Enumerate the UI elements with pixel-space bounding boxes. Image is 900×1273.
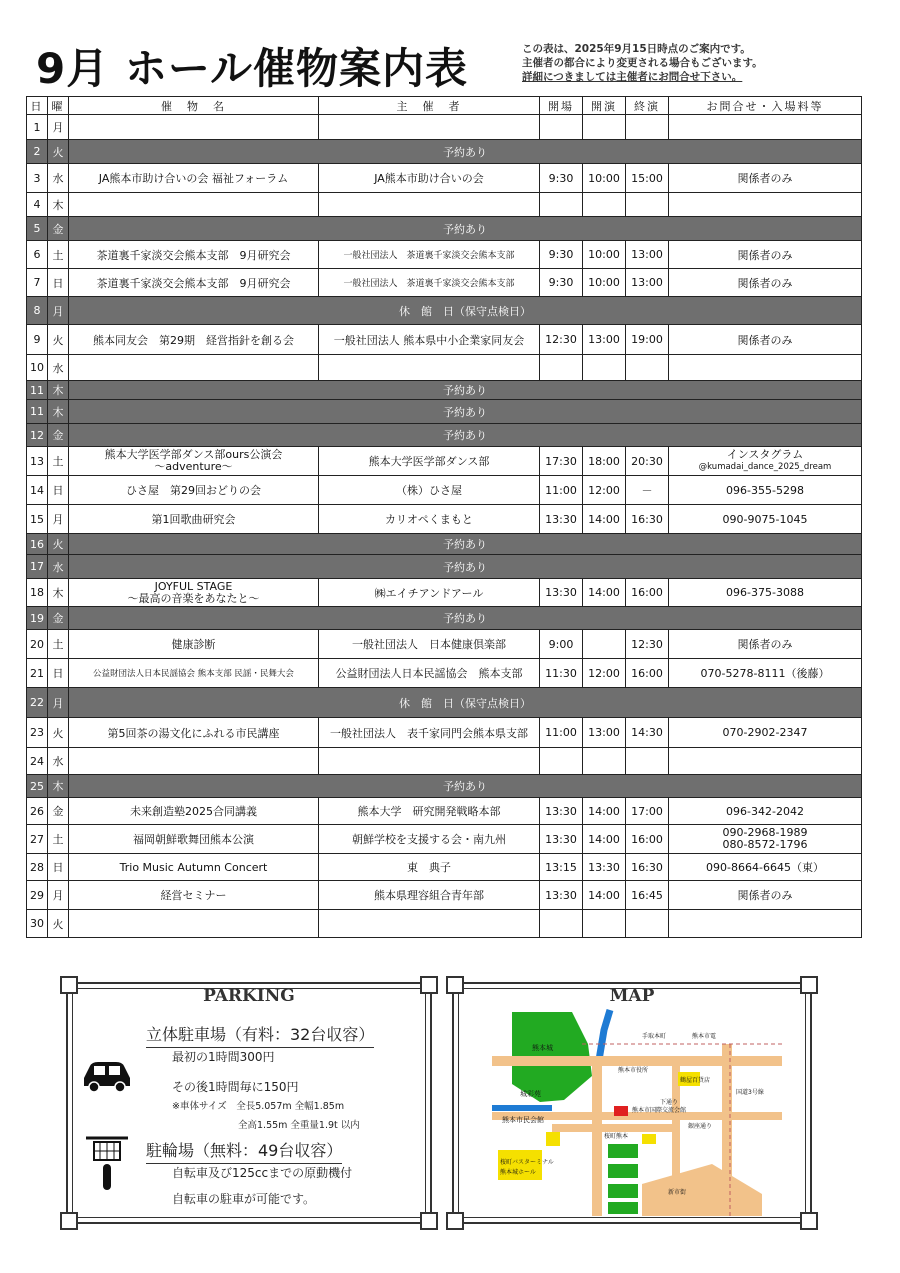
cell-open [540, 193, 583, 217]
cell-contact [669, 910, 862, 938]
event-line: JOYFUL STAGE [154, 579, 233, 593]
area-map [492, 1004, 782, 1216]
cell-start: 14:00 [583, 505, 626, 534]
map-label: 熊本城ホール [500, 1169, 536, 1176]
cell-contact: 070-2902-2347 [669, 718, 862, 748]
cell-dow: 火 [48, 910, 69, 938]
cell-open: 11:30 [540, 659, 583, 688]
table-row-reserved [27, 534, 862, 555]
car-rate-2: その後1時間毎に150円 [172, 1080, 299, 1094]
cell-end [626, 193, 669, 217]
cell-end [626, 748, 669, 775]
cell-status: 休 館 日（保守点検日） [69, 297, 862, 325]
cell-start: 10:00 [583, 241, 626, 269]
cell-day: 19 [27, 607, 48, 630]
cell-open: 13:30 [540, 798, 583, 825]
cell-day: 23 [27, 718, 48, 748]
cell-day: 30 [27, 910, 48, 938]
cell-organizer: （株）ひさ屋 [319, 476, 540, 505]
green-block [608, 1144, 638, 1158]
cell-dow: 金 [48, 607, 69, 630]
cell-organizer: 一般社団法人 茶道裏千家淡交会熊本支部 [319, 269, 540, 297]
corner-ornament [420, 1212, 438, 1230]
cell-open: 13:15 [540, 854, 583, 881]
cell-event [69, 910, 319, 938]
cell-organizer: 東 典子 [319, 854, 540, 881]
cell-dow: 木 [48, 579, 69, 607]
cell-day: 9 [27, 325, 48, 355]
cell-open: 11:00 [540, 476, 583, 505]
cell-status: 予約あり [69, 534, 862, 555]
cell-day: 3 [27, 164, 48, 193]
cell-contact: 096-375-3088 [669, 579, 862, 607]
cell-open: 9:30 [540, 164, 583, 193]
cell-dow: 水 [48, 164, 69, 193]
cell-event: 茶道裏千家淡交会熊本支部 9月研究会 [69, 241, 319, 269]
cell-end: 13:00 [626, 269, 669, 297]
header-start: 開演 [583, 97, 626, 115]
cell-end [626, 115, 669, 140]
cell-dow: 木 [48, 381, 69, 400]
table-row [27, 881, 862, 910]
event-subtitle: ～最高の音楽をあなたと～ [127, 591, 260, 605]
contact-line: @kumadai_dance_2025_dream [698, 462, 832, 472]
cell-event [69, 193, 319, 217]
cell-organizer: 一般社団法人 茶道裏千家淡交会熊本支部 [319, 241, 540, 269]
map-label: 熊本市国際交流会館 [632, 1107, 687, 1114]
header-event: 催 物 名 [69, 97, 319, 115]
table-row [27, 659, 862, 688]
cell-open: 11:00 [540, 718, 583, 748]
cell-open: 9:00 [540, 630, 583, 659]
cell-contact: 関係者のみ [669, 881, 862, 910]
cell-open [540, 910, 583, 938]
cell-dow: 月 [48, 688, 69, 718]
building-block [642, 1134, 656, 1144]
cell-contact: 関係者のみ [669, 630, 862, 659]
cell-end: 14:30 [626, 718, 669, 748]
event-subtitle: ～adventure～ [154, 460, 233, 473]
cell-organizer: ㈱エイチアンドアール [319, 579, 540, 607]
corner-ornament [800, 1212, 818, 1230]
cell-organizer: 朝鮮学校を支援する会・南九州 [319, 825, 540, 854]
map-label: 銀座通り [688, 1123, 713, 1130]
table-row [27, 476, 862, 505]
cell-open: 13:30 [540, 579, 583, 607]
parking-title: PARKING [203, 986, 295, 1006]
table-row [27, 269, 862, 297]
cell-contact [669, 115, 862, 140]
table-row-reserved [27, 400, 862, 424]
cell-end: 16:00 [626, 659, 669, 688]
venue-marker [614, 1106, 628, 1116]
bike-parking-heading: 駐輪場（無料：49台収容） [146, 1138, 342, 1164]
cell-day: 26 [27, 798, 48, 825]
cell-dow: 木 [48, 775, 69, 798]
cell-contact [669, 193, 862, 217]
cell-day: 4 [27, 193, 48, 217]
header-dow: 曜 [48, 97, 69, 115]
cell-dow: 木 [48, 400, 69, 424]
notice-line: 主催者の都合により変更される場合もございます。 [522, 57, 763, 69]
cell-contact [669, 825, 862, 854]
header-contact: お問合せ・入場料等 [669, 97, 862, 115]
corner-ornament [60, 1212, 78, 1230]
cell-day: 5 [27, 217, 48, 241]
cell-open [540, 355, 583, 381]
cell-status: 予約あり [69, 140, 862, 164]
cell-end [626, 355, 669, 381]
cell-event: 経営セミナー [69, 881, 319, 910]
table-row [27, 910, 862, 938]
bicycle-icon [82, 1132, 132, 1196]
cell-event [69, 579, 319, 607]
cell-dow: 金 [48, 424, 69, 447]
cell-end: 12:30 [626, 630, 669, 659]
cell-dow: 月 [48, 881, 69, 910]
table-row-reserved [27, 607, 862, 630]
schedule-table [26, 96, 862, 938]
table-row [27, 825, 862, 854]
map-label: 桜町熊本 [604, 1133, 629, 1140]
table-row-reserved [27, 217, 862, 241]
cell-start: 12:00 [583, 476, 626, 505]
green-block [608, 1202, 638, 1214]
cell-day: 13 [27, 447, 48, 476]
cell-dow: 火 [48, 718, 69, 748]
table-row [27, 718, 862, 748]
cell-end: 16:00 [626, 825, 669, 854]
cell-start [583, 910, 626, 938]
cell-day: 14 [27, 476, 48, 505]
cell-day: 29 [27, 881, 48, 910]
cell-end: 15:00 [626, 164, 669, 193]
cell-status: 予約あり [69, 775, 862, 798]
map-label: 熊本城 [532, 1044, 553, 1052]
cell-day: 15 [27, 505, 48, 534]
cell-end: 19:00 [626, 325, 669, 355]
road [492, 1056, 782, 1066]
table-row [27, 447, 862, 476]
cell-end: 20:30 [626, 447, 669, 476]
cell-contact: 096-355-5298 [669, 476, 862, 505]
cell-end: 16:30 [626, 505, 669, 534]
notice-line: 詳細につきましては主催者にお問合せ下さい。 [522, 71, 743, 83]
cell-start [583, 193, 626, 217]
cell-organizer: 公益財団法人日本民謡協会 熊本支部 [319, 659, 540, 688]
cell-organizer [319, 193, 540, 217]
cell-start: 12:00 [583, 659, 626, 688]
cell-contact: 096-342-2042 [669, 798, 862, 825]
table-row-reserved [27, 381, 862, 400]
cell-day: 7 [27, 269, 48, 297]
cell-status: 予約あり [69, 217, 862, 241]
cell-event: 第1回歌曲研究会 [69, 505, 319, 534]
notice [522, 42, 763, 84]
bike-note-1: 自転車及び125ccまでの原動機付 [172, 1166, 353, 1180]
cell-day: 1 [27, 115, 48, 140]
cell-day: 12 [27, 424, 48, 447]
table-row [27, 241, 862, 269]
cell-organizer: JA熊本市助け合いの会 [319, 164, 540, 193]
cell-day: 6 [27, 241, 48, 269]
map-label: 新市街 [668, 1189, 687, 1196]
event-line: 熊本大学医学部ダンス部ours公演会 [104, 448, 283, 461]
cell-contact: 関係者のみ [669, 325, 862, 355]
cell-dow: 日 [48, 476, 69, 505]
cell-event [69, 355, 319, 381]
cell-contact: 関係者のみ [669, 241, 862, 269]
table-row [27, 193, 862, 217]
cell-day: 27 [27, 825, 48, 854]
map-label: 熊本市電 [692, 1033, 717, 1040]
cell-organizer: 熊本大学 研究開発戦略本部 [319, 798, 540, 825]
cell-event: JA熊本市助け合いの会 福祉フォーラム [69, 164, 319, 193]
table-header [27, 97, 862, 115]
cell-day: 21 [27, 659, 48, 688]
map-label: 熊本市民会館 [502, 1116, 544, 1124]
cell-organizer: カリオペくまもと [319, 505, 540, 534]
cell-organizer: 熊本大学医学部ダンス部 [319, 447, 540, 476]
table-row-reserved [27, 688, 862, 718]
cell-event [69, 447, 319, 476]
cell-status: 予約あり [69, 424, 862, 447]
cell-start: 13:00 [583, 718, 626, 748]
cell-event: Trio Music Autumn Concert [69, 854, 319, 881]
table-row [27, 854, 862, 881]
cell-start [583, 355, 626, 381]
cell-start [583, 748, 626, 775]
cell-organizer [319, 748, 540, 775]
car-parking-heading: 立体駐車場（有料：32台収容） [146, 1022, 374, 1048]
cell-status: 予約あり [69, 381, 862, 400]
map-label: 熊本市役所 [618, 1067, 649, 1074]
cell-dow: 土 [48, 825, 69, 854]
cell-end: 13:00 [626, 241, 669, 269]
cell-dow: 金 [48, 798, 69, 825]
cell-dow: 土 [48, 241, 69, 269]
cell-dow: 土 [48, 447, 69, 476]
cell-event [69, 748, 319, 775]
cell-dow: 水 [48, 355, 69, 381]
header-day: 日 [27, 97, 48, 115]
cell-start: 13:00 [583, 325, 626, 355]
map-label: 鶴屋百貨店 [680, 1077, 711, 1084]
cell-dow: 木 [48, 193, 69, 217]
cell-dow: 月 [48, 505, 69, 534]
cell-day: 16 [27, 534, 48, 555]
cell-day: 28 [27, 854, 48, 881]
map-label: 下通り [660, 1099, 679, 1106]
cell-end: 16:30 [626, 854, 669, 881]
cell-end: 16:00 [626, 579, 669, 607]
table-row [27, 579, 862, 607]
cell-contact: 090-9075-1045 [669, 505, 862, 534]
cell-day: 11 [27, 381, 48, 400]
cell-end: 16:45 [626, 881, 669, 910]
table-row [27, 164, 862, 193]
cell-contact: 070-5278-8111（後藤） [669, 659, 862, 688]
table-row [27, 115, 862, 140]
cell-contact: 関係者のみ [669, 269, 862, 297]
road [552, 1124, 672, 1132]
cell-day: 20 [27, 630, 48, 659]
header-organizer: 主 催 者 [319, 97, 540, 115]
map-panel [452, 982, 812, 1224]
cell-dow: 日 [48, 269, 69, 297]
cell-open: 17:30 [540, 447, 583, 476]
road [592, 1066, 602, 1216]
cell-dow: 火 [48, 534, 69, 555]
cell-event [69, 115, 319, 140]
cell-dow: 水 [48, 748, 69, 775]
cell-contact [669, 447, 862, 476]
cell-start [583, 115, 626, 140]
cell-start: 14:00 [583, 579, 626, 607]
table-row [27, 630, 862, 659]
cell-dow: 水 [48, 555, 69, 579]
cell-end: 17:00 [626, 798, 669, 825]
cell-day: 10 [27, 355, 48, 381]
cell-open: 13:30 [540, 505, 583, 534]
cell-dow: 金 [48, 217, 69, 241]
cell-status: 予約あり [69, 555, 862, 579]
cell-open: 13:30 [540, 881, 583, 910]
table-row-reserved [27, 555, 862, 579]
cell-event: ひさ屋 第29回おどりの会 [69, 476, 319, 505]
cell-end: － [626, 476, 669, 505]
map-label: 桜町バスターミナル [500, 1159, 554, 1166]
map-label: 国道3号線 [736, 1089, 764, 1096]
cell-day: 18 [27, 579, 48, 607]
cell-start: 18:00 [583, 447, 626, 476]
cell-dow: 火 [48, 325, 69, 355]
cell-status: 予約あり [69, 607, 862, 630]
cell-event: 未来創造塾2025合同講義 [69, 798, 319, 825]
table-row [27, 748, 862, 775]
table-row-reserved [27, 297, 862, 325]
cell-dow: 日 [48, 854, 69, 881]
corner-ornament [446, 1212, 464, 1230]
header-end: 終演 [626, 97, 669, 115]
cell-organizer [319, 910, 540, 938]
building-block [546, 1132, 560, 1146]
contact-line: 090-2968-1989 [722, 826, 808, 839]
cell-dow: 月 [48, 115, 69, 140]
cell-event: 第5回茶の湯文化にふれる市民講座 [69, 718, 319, 748]
cell-day: 8 [27, 297, 48, 325]
cell-status: 予約あり [69, 400, 862, 424]
cell-open: 12:30 [540, 325, 583, 355]
contact-line: 080-8572-1796 [722, 838, 808, 851]
green-block [608, 1184, 638, 1198]
cell-organizer [319, 355, 540, 381]
cell-start [583, 630, 626, 659]
car-icon [80, 1054, 134, 1094]
cell-day: 11 [27, 400, 48, 424]
cell-start: 14:00 [583, 881, 626, 910]
notice-line: この表は、2025年9月15日時点のご案内です。 [522, 43, 751, 55]
table-row [27, 798, 862, 825]
cell-day: 25 [27, 775, 48, 798]
cell-day: 2 [27, 140, 48, 164]
green-block [608, 1164, 638, 1178]
cell-status: 休 館 日（保守点検日） [69, 688, 862, 718]
bike-note-2: 自転車の駐車が可能です。 [172, 1192, 316, 1206]
cell-contact: 090-8664-6645（東） [669, 854, 862, 881]
cell-start: 10:00 [583, 164, 626, 193]
contact-line: インスタグラム [726, 448, 804, 461]
table-row [27, 355, 862, 381]
car-rate-1: 最初の1時間300円 [172, 1050, 275, 1064]
cell-open [540, 115, 583, 140]
cell-event: 公益財団法人日本民謡協会 熊本支部 民謡・民舞大会 [69, 659, 319, 688]
cell-start: 14:00 [583, 798, 626, 825]
cell-contact [669, 355, 862, 381]
road [642, 1164, 762, 1216]
cell-organizer: 一般社団法人 表千家同門会熊本県支部 [319, 718, 540, 748]
cell-dow: 火 [48, 140, 69, 164]
cell-event: 熊本同友会 第29期 経営指針を創る会 [69, 325, 319, 355]
table-row-reserved [27, 424, 862, 447]
car-size-note-1: ※車体サイズ 全長5.057m 全幅1.85m [172, 1101, 345, 1112]
cell-organizer: 一般社団法人 日本健康倶楽部 [319, 630, 540, 659]
cell-contact [669, 748, 862, 775]
cell-contact: 関係者のみ [669, 164, 862, 193]
cell-day: 17 [27, 555, 48, 579]
cell-start: 10:00 [583, 269, 626, 297]
map-title: MAP [609, 986, 655, 1006]
cell-day: 24 [27, 748, 48, 775]
map-label: 手取本町 [642, 1033, 667, 1040]
cell-open: 13:30 [540, 825, 583, 854]
car-size-note-2: 全高1.55m 全重量1.9t 以内 [238, 1120, 360, 1131]
cell-organizer: 一般社団法人 熊本県中小企業家同友会 [319, 325, 540, 355]
parking-panel [66, 982, 432, 1224]
map-label: 城彩苑 [520, 1090, 541, 1098]
schedule-body [27, 115, 862, 938]
cell-open: 9:30 [540, 241, 583, 269]
cell-open [540, 748, 583, 775]
header-open: 開場 [540, 97, 583, 115]
page-title: 9月 ホール催物案内表 [36, 44, 469, 93]
cell-dow: 土 [48, 630, 69, 659]
table-row [27, 505, 862, 534]
cell-end [626, 910, 669, 938]
cell-dow: 日 [48, 659, 69, 688]
cell-open: 9:30 [540, 269, 583, 297]
cell-dow: 月 [48, 297, 69, 325]
table-row [27, 325, 862, 355]
cell-organizer [319, 115, 540, 140]
cell-start: 13:30 [583, 854, 626, 881]
cell-event: 健康診断 [69, 630, 319, 659]
cell-start: 14:00 [583, 825, 626, 854]
cell-event: 茶道裏千家淡交会熊本支部 9月研究会 [69, 269, 319, 297]
table-row-reserved [27, 775, 862, 798]
cell-event: 福岡朝鮮歌舞団熊本公演 [69, 825, 319, 854]
table-row-reserved [27, 140, 862, 164]
cell-organizer: 熊本県理容組合青年部 [319, 881, 540, 910]
cell-day: 22 [27, 688, 48, 718]
